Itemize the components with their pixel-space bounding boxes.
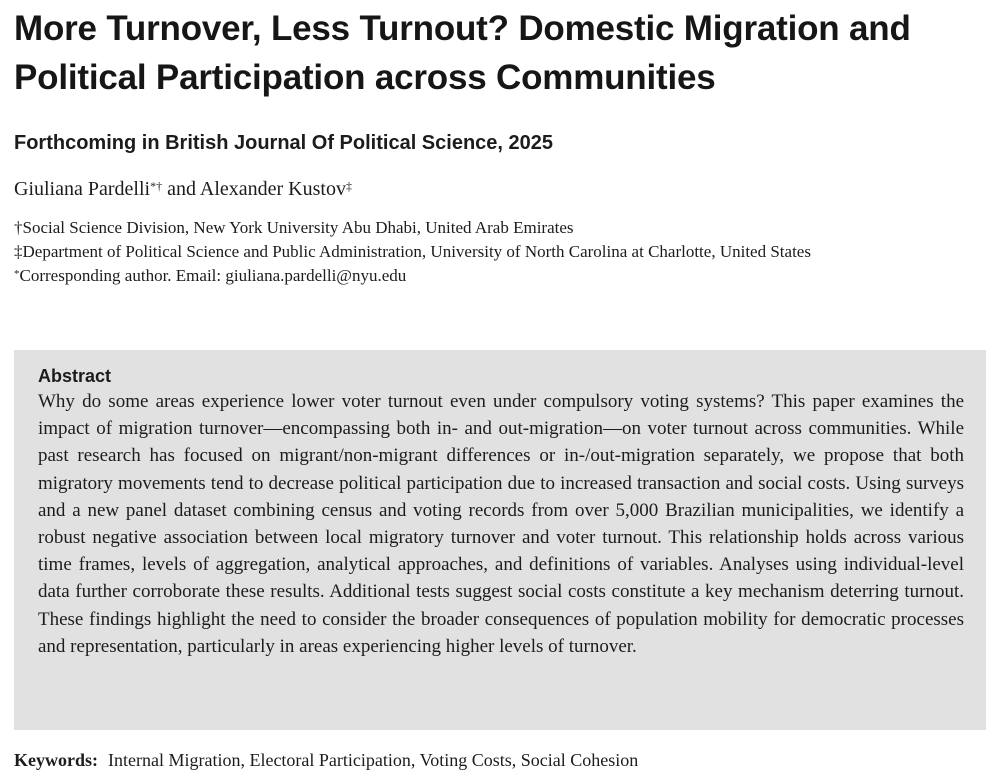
affiliation-mark: † bbox=[14, 218, 23, 237]
affiliation-item bbox=[14, 216, 986, 240]
author-marks: *† bbox=[150, 179, 163, 193]
author-list bbox=[14, 176, 986, 202]
author-name: Alexander Kustov bbox=[199, 178, 346, 200]
affiliation-item bbox=[14, 264, 986, 288]
keywords-text: Internal Migration, Electoral Participation, Voting Costs, Social Cohesion bbox=[108, 750, 639, 770]
affiliation-text: Corresponding author. Email: giuliana.pardelli@nyu.edu bbox=[19, 266, 407, 285]
abstract-box bbox=[14, 350, 986, 730]
abstract-heading: Abstract bbox=[38, 366, 112, 386]
affiliation-text: Department of Political Science and Public Administration, University of North Carolina at Charlotte, United States bbox=[22, 242, 811, 261]
publication-note: Forthcoming in British Journal Of Political Science, 2025 bbox=[14, 132, 554, 154]
affiliations bbox=[14, 216, 986, 288]
affiliation-item bbox=[14, 240, 986, 264]
affiliation-mark: ‡ bbox=[14, 242, 23, 261]
affiliation-mark: * bbox=[14, 268, 20, 280]
author-name: Giuliana Pardelli bbox=[14, 178, 151, 200]
author-marks: ‡ bbox=[345, 179, 352, 193]
keywords bbox=[14, 748, 638, 772]
paper-page bbox=[14, 0, 986, 770]
author-joiner: and bbox=[167, 178, 196, 200]
abstract-text: Why do some areas experience lower voter turnout even under compulsory voting systems? This paper examines the impact of migration turnover—encompassing both in- and out-migration—on voter turnout across communities. While past research has focused on migrant/non-migrant differences or in-/out-migration separately, we propose that both migratory movements tend to decrease political participation due to increased transaction and social costs. Using surveys and a new panel dataset combining census and voting records from over 5,000 Brazilian municipalities, we identify a robust negative association between local migratory turnover and voter turnout. This relationship holds across various time frames, levels of aggregation, analytical approaches, and definitions of variables. Analyses using individual-level data further corroborate these results. Additional tests suggest social costs constitute a key mechanism deterring turnout. These findings highlight the need to consider the broader consequences of population mobility for democratic processes and representation, particularly in areas experiencing higher levels of turnover. bbox=[38, 391, 964, 657]
paper-title: More Turnover, Less Turnout? Domestic Migration and Political Participation across Communities bbox=[14, 9, 911, 97]
keywords-label: Keywords: bbox=[14, 750, 98, 770]
affiliation-text: Social Science Division, New York University Abu Dhabi, United Arab Emirates bbox=[22, 218, 574, 237]
